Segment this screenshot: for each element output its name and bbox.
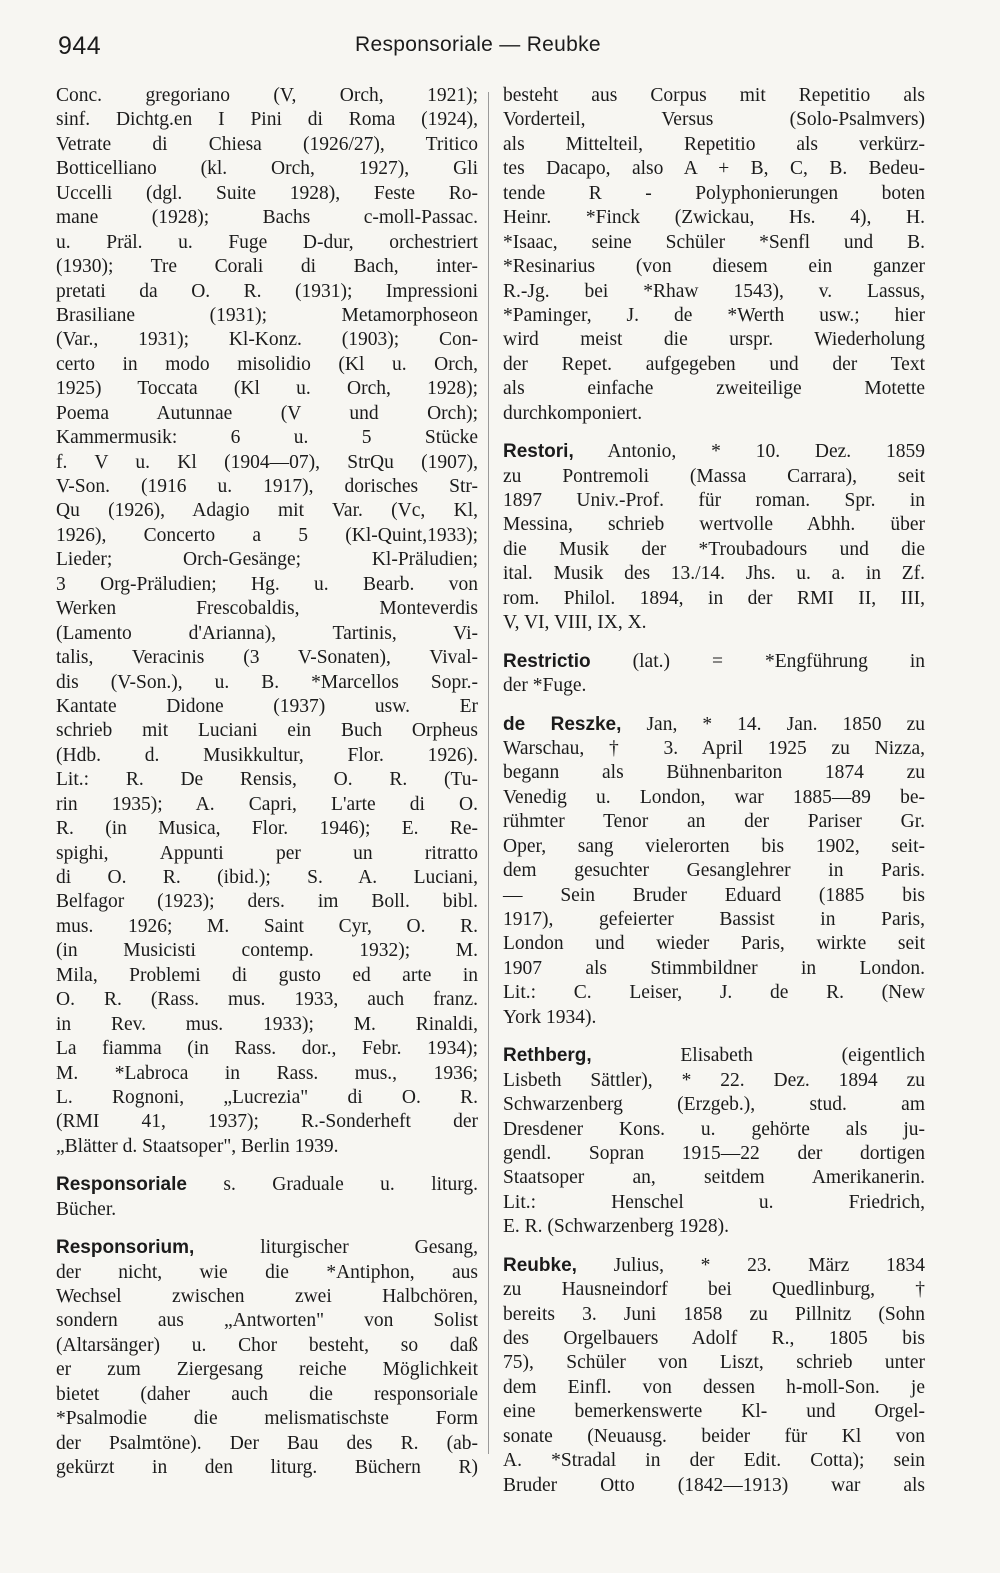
text-line: (Hdb. d. Musikkultur, Flor. 1926).: [56, 744, 478, 766]
text-line: *Isaac, seine Schüler *Senfl und B.: [503, 231, 925, 253]
headword-rethberg: Rethberg,: [503, 1045, 592, 1067]
entry-reszke: [503, 713, 925, 1031]
entry-gap: [503, 636, 925, 650]
entry-gap: [503, 1030, 925, 1044]
entry-gap: [503, 426, 925, 440]
page-number: 944: [58, 32, 102, 60]
text-line: Belfagor (1923); ders. im Boll. bibl.: [56, 891, 478, 913]
text-fragment: Antonio, * 10. Dez. 1859: [573, 441, 925, 463]
entry-gap: [503, 699, 925, 713]
text-line: als einfache zweiteilige Motette: [503, 378, 925, 400]
text-fragment: Jan, * 14. Jan. 1850 zu: [621, 713, 925, 735]
text-line: des Orgelbauers Adolf R., 1805 bis: [503, 1328, 925, 1349]
entry-gap: [503, 1240, 925, 1254]
text-line: eine bemerkenswerte Kl- und Orgel-: [503, 1401, 925, 1423]
headword-reubke: Reubke,: [503, 1254, 577, 1276]
text-line: gekürzt in den liturg. Büchern R): [56, 1457, 478, 1479]
text-line: durchkomponiert.: [503, 402, 643, 424]
text-line: Bücher.: [56, 1198, 117, 1220]
text-line: u. Präl. u. Fuge D-dur, orchestriert: [56, 231, 478, 253]
text-fragment: Julius, * 23. März 1834: [576, 1254, 925, 1276]
text-line: (Altarsänger) u. Chor besteht, so daß: [56, 1334, 478, 1356]
text-fragment: s. Graduale u. liturg.: [186, 1174, 478, 1196]
text-line: Staatsoper an, seitdem Amerikanerin.: [503, 1167, 925, 1189]
text-line: V-Son. (1916 u. 1917), dorisches Str-: [56, 476, 478, 497]
text-line: (Lamento d'Arianna), Tartinis, Vi-: [56, 622, 478, 644]
text-line: Werken Frescobaldis, Monteverdis: [56, 598, 478, 620]
text-line: rühmter Tenor an der Pariser Gr.: [503, 811, 925, 833]
text-line: begann als Bühnenbariton 1874 zu: [503, 762, 925, 784]
text-line: sinf. Dichtg.en I Pini di Roma (1924),: [56, 109, 478, 131]
text-line: Mila, Problemi di gusto ed arte in: [56, 964, 478, 986]
text-line: bietet (daher auch die responsoriale: [56, 1383, 478, 1405]
text-line: Brasiliane (1931); Metamorphoseon: [56, 304, 478, 326]
text-line: 1917), gefeierter Bassist in Paris,: [503, 909, 925, 930]
headword-responsoriale: Responsoriale: [56, 1174, 187, 1196]
text-line: sonate (Neuausg. beider für Kl von: [503, 1425, 925, 1447]
entry-gap: [56, 1159, 478, 1173]
text-line: Lit.: R. De Rensis, O. R. (Tu-: [56, 769, 478, 791]
text-line: 1926), Concerto a 5 (Kl-Quint,1933);: [56, 524, 478, 546]
text-line: Kantate Didone (1937) usw. Er: [56, 695, 478, 717]
text-line: Lieder; Orch-Gesänge; Kl-Präludien;: [56, 549, 478, 571]
text-line: rom. Philol. 1894, in der RMI II, III,: [503, 587, 925, 609]
text-line: (in Musicisti contemp. 1932); M.: [56, 940, 478, 962]
text-line: pretati da O. R. (1931); Impressioni: [56, 280, 478, 302]
text-line: Venedig u. London, war 1885—89 be-: [503, 786, 925, 808]
text-line: schrieb mit Luciani ein Buch Orpheus: [56, 720, 478, 742]
headword-responsorium: Responsorium,: [56, 1237, 195, 1259]
text-line: (RMI 41, 1937); R.-Sonderheft der: [56, 1111, 478, 1133]
entry-responsorium-continued: [503, 84, 925, 426]
text-fragment: liturgischer Gesang,: [194, 1237, 478, 1259]
text-line: Schwarzenberg (Erzgeb.), stud. am: [503, 1094, 925, 1116]
text-line: dem Einfl. von dessen h-moll-Son. je: [503, 1376, 925, 1398]
entry-responsoriale: [56, 1173, 478, 1222]
text-line: mus. 1926; M. Saint Cyr, O. R.: [56, 915, 478, 937]
text-line: di O. R. (ibid.); S. A. Luciani,: [56, 867, 478, 888]
text-line: die Musik der *Troubadours und die: [503, 538, 925, 560]
text-line: Botticelliano (kl. Orch, 1927), Gli: [56, 158, 478, 180]
column-divider: [488, 92, 489, 1454]
entry-restrictio: [503, 650, 925, 699]
text-line: sondern aus „Antworten" von Solist: [56, 1310, 478, 1332]
text-line: *Resinarius (von diesem ein ganzer: [503, 256, 925, 278]
text-line: Heinr. *Finck (Zwickau, Hs. 4), H.: [503, 207, 925, 229]
entry-responsorium: [56, 1236, 478, 1480]
text-line: talis, Veracinis (3 V-Sonaten), Vival-: [56, 647, 478, 669]
text-line: York 1934).: [503, 1006, 597, 1028]
text-line: zu Hausneindorf bei Quedlinburg, †: [503, 1279, 925, 1301]
running-head: Responsoriale — Reubke: [355, 33, 601, 56]
text-line: der *Fuge.: [503, 675, 587, 697]
text-line: Messina, schrieb wertvolle Abhh. über: [503, 514, 925, 536]
text-line: La fiamma (in Rass. dor., Febr. 1934);: [56, 1038, 478, 1060]
text-line: ital. Musik des 13./14. Jhs. u. a. in Zf.: [503, 563, 925, 585]
text-line: der Psalmtöne). Der Bau des R. (ab-: [56, 1432, 478, 1454]
text-line: Poema Autunnae (V und Orch);: [56, 402, 478, 424]
text-line: M. *Labroca in Rass. mus., 1936;: [56, 1062, 478, 1084]
entry-respighi-continued: [56, 84, 478, 1159]
text-line: tes Dacapo, also A + B, C, B. Bedeu-: [503, 158, 925, 180]
entry-restori: [503, 440, 925, 636]
text-line: dis (V-Son.), u. B. *Marcellos Sopr.-: [56, 671, 478, 693]
text-line: R. (in Musica, Flor. 1946); E. Re-: [56, 818, 478, 840]
text-line: Lisbeth Sättler), * 22. Dez. 1894 zu: [503, 1069, 925, 1091]
text-line: 1925) Toccata (Kl u. Orch, 1928);: [56, 378, 478, 400]
text-fragment: Elisabeth (eigentlich: [591, 1045, 925, 1067]
text-line: 1907 als Stimmbildner in London.: [503, 957, 925, 979]
text-line: der nicht, wie die *Antiphon, aus: [56, 1261, 478, 1283]
text-line: zu Pontremoli (Massa Carrara), seit: [503, 465, 925, 487]
text-line: Kammermusik: 6 u. 5 Stücke: [56, 427, 478, 449]
text-line: Qu (1926), Adagio mit Var. (Vc, Kl,: [56, 500, 478, 522]
headword-reszke: de Reszke,: [503, 713, 622, 735]
entry-rethberg: [503, 1044, 925, 1240]
text-line: (Var., 1931); Kl-Konz. (1903); Con-: [56, 329, 478, 351]
right-column: [503, 84, 925, 1498]
text-line: gendl. Sopran 1915—22 der dortigen: [503, 1142, 925, 1164]
text-line: Bruder Otto (1842—1913) war als: [503, 1474, 925, 1496]
text-line: besteht aus Corpus mit Repetitio als: [503, 85, 925, 106]
text-line: Warschau, † 3. April 1925 zu Nizza,: [503, 737, 925, 759]
text-line: Conc. gregoriano (V, Orch, 1921);: [56, 85, 478, 106]
text-line: (1930); Tre Corali di Bach, inter-: [56, 256, 478, 278]
text-line: 75), Schüler von Liszt, schrieb unter: [503, 1352, 925, 1374]
text-line: L. Rognoni, „Lucrezia" di O. R.: [56, 1086, 478, 1108]
text-line: V, VI, VIII, IX, X.: [503, 612, 647, 634]
text-line: „Blätter d. Staatsoper", Berlin 1939.: [56, 1135, 339, 1157]
headword-restrictio: Restrictio: [503, 650, 591, 672]
text-line: — Sein Bruder Eduard (1885 bis: [503, 884, 925, 906]
text-line: 3 Org-Präludien; Hg. u. Bearb. von: [56, 573, 478, 595]
text-line: als Mittelteil, Repetitio als verkürz-: [503, 133, 925, 155]
text-line: London und wieder Paris, wirkte seit: [503, 933, 925, 955]
text-line: in Rev. mus. 1933); M. Rinaldi,: [56, 1013, 478, 1035]
left-column: [56, 84, 478, 1481]
text-line: bereits 3. Juni 1858 zu Pillnitz (Sohn: [503, 1303, 925, 1325]
text-line: spighi, Appunti per un ritratto: [56, 842, 478, 864]
text-line: *Psalmodie die melismatischste Form: [56, 1408, 478, 1430]
text-line: O. R. (Rass. mus. 1933, auch franz.: [56, 989, 478, 1011]
text-line: Lit.: Henschel u. Friedrich,: [503, 1191, 925, 1213]
page-header: [0, 28, 1000, 68]
headword-restori: Restori,: [503, 441, 574, 463]
text-line: Uccelli (dgl. Suite 1928), Feste Ro-: [56, 182, 478, 204]
text-fragment: (lat.) = *Engführung in: [590, 650, 925, 672]
text-line: certo in modo misolidio (Kl u. Orch,: [56, 353, 478, 375]
text-line: R.-Jg. bei *Rhaw 1543), v. Lassus,: [503, 280, 925, 302]
text-line: E. R. (Schwarzenberg 1928).: [503, 1216, 729, 1238]
text-line: tende R - Polyphonierungen boten: [503, 182, 925, 204]
text-line: *Paminger, J. de *Werth usw.; hier: [503, 304, 925, 326]
text-line: mane (1928); Bachs c-moll-Passac.: [56, 207, 478, 229]
text-line: Vorderteil, Versus (Solo-Psalmvers): [503, 109, 925, 131]
text-line: wird meist die urspr. Wiederholung: [503, 329, 925, 351]
text-line: Wechsel zwischen zwei Halbchören,: [56, 1286, 478, 1307]
text-line: A. *Stradal in der Edit. Cotta); sein: [503, 1450, 925, 1472]
text-line: Dresdener Kons. u. gehörte als ju-: [503, 1118, 925, 1140]
text-line: rin 1935); A. Capri, L'arte di O.: [56, 793, 478, 815]
entry-gap: [56, 1222, 478, 1236]
text-line: der Repet. aufgegeben und der Text: [503, 353, 925, 375]
text-line: 1897 Univ.-Prof. für roman. Spr. in: [503, 490, 925, 511]
text-line: Vetrate di Chiesa (1926/27), Tritico: [56, 133, 478, 155]
entry-reubke: [503, 1254, 925, 1498]
text-line: er zum Ziergesang reiche Möglichkeit: [56, 1359, 478, 1381]
text-line: Lit.: C. Leiser, J. de R. (New: [503, 982, 925, 1004]
text-line: f. V u. Kl (1904—07), StrQu (1907),: [56, 451, 478, 473]
text-line: dem gesuchter Gesanglehrer in Paris.: [503, 860, 925, 882]
text-line: Oper, sang vielerorten bis 1902, seit-: [503, 835, 925, 857]
